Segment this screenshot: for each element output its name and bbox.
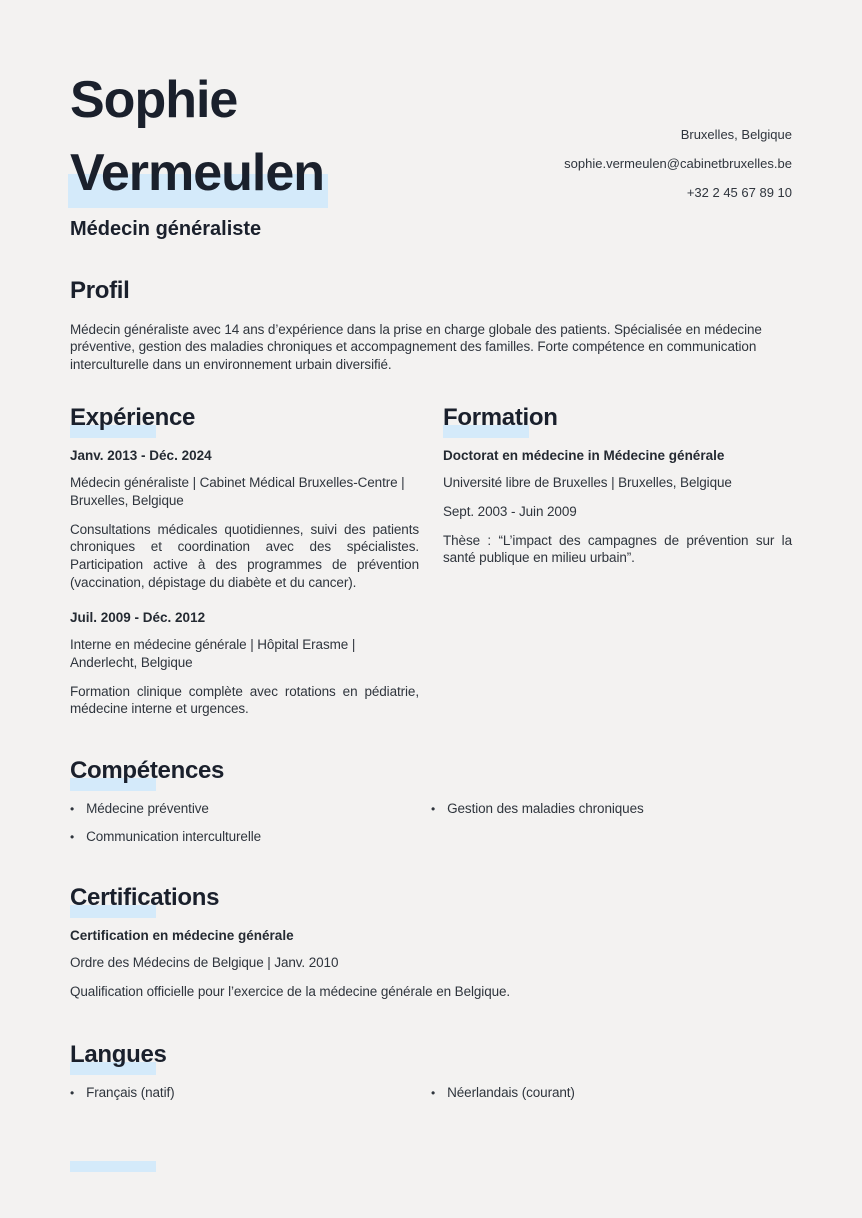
competences-heading: Compétences <box>70 757 225 785</box>
formation-dates: Sept. 2003 - Juin 2009 <box>443 503 577 519</box>
experience-heading: Expérience <box>70 404 196 432</box>
experience-description: Formation clinique complète avec rotations en pédiatrie, médecine interne et urgences. <box>70 683 419 717</box>
skill-label: Communication interculturelle <box>86 829 262 845</box>
experience-dates: Janv. 2013 - Déc. 2024 <box>70 448 212 464</box>
contact-email: sophie.vermeulen@cabinetbruxelles.be <box>564 156 792 171</box>
contact-location: Bruxelles, Belgique <box>680 127 792 142</box>
formation-entry <box>443 448 792 567</box>
bullet-icon: • <box>431 1085 436 1100</box>
last-name: Vermeulen <box>70 137 792 210</box>
language-item <box>70 1085 431 1100</box>
certification-description: Qualification officielle pour l’exercice de la médecine générale en Belgique. <box>70 983 511 999</box>
profil-text: Médecin généraliste avec 14 ans d’expérience dans la prise en charge globale des patients. Spécialisée en médecine préventive, gestion des maladies chroniques et accompagnement des familles. Forte compétence en communication interculturelle dans un environnement urbain diversifié. <box>70 321 762 373</box>
next-section-highlight <box>70 1161 156 1172</box>
experience-dates: Juil. 2009 - Déc. 2012 <box>70 609 206 625</box>
section-profil <box>70 277 792 374</box>
skill-item <box>70 801 431 816</box>
experience-description: Consultations médicales quotidiennes, suivi des patients chroniques et coordination avec des spécialistes. Participation active à des programmes de prévention (vaccination, dépistage du diabète et du cancer). <box>70 521 419 591</box>
contact-block <box>564 120 792 207</box>
skill-item <box>431 801 792 816</box>
certifications-heading: Certifications <box>70 884 220 912</box>
job-title: Médecin généraliste <box>70 217 262 240</box>
resume-header <box>70 64 792 241</box>
skill-item <box>70 829 431 844</box>
experience-entry <box>70 448 419 592</box>
experience-entry <box>70 610 419 718</box>
skills-list <box>70 801 792 844</box>
formation-institution: Université libre de Bruxelles | Bruxelles, Belgique <box>443 475 732 491</box>
certification-issuer: Ordre des Médecins de Belgique | Janv. 2010 <box>70 955 339 971</box>
experience-role: Interne en médecine générale | Hôpital Erasme | Anderlecht, Belgique <box>70 636 356 670</box>
formation-degree: Doctorat en médecine in Médecine générale <box>443 448 725 464</box>
bullet-icon: • <box>70 1085 75 1100</box>
section-langues <box>70 1041 792 1100</box>
section-formation <box>443 404 792 729</box>
section-certifications <box>70 884 792 1001</box>
bullet-icon: • <box>70 830 75 845</box>
profil-heading: Profil <box>70 276 130 304</box>
experience-formation-columns <box>70 404 792 729</box>
langues-heading: Langues <box>70 1040 167 1068</box>
first-name: Sophie <box>70 71 238 129</box>
bullet-icon: • <box>431 802 436 817</box>
contact-phone: +32 2 45 67 89 10 <box>686 185 792 200</box>
skill-label: Gestion des maladies chroniques <box>447 801 644 817</box>
experience-role: Médecin généraliste | Cabinet Médical Bruxelles-Centre | Bruxelles, Belgique <box>70 475 405 508</box>
section-experience <box>70 404 419 729</box>
language-label: Français (natif) <box>86 1084 175 1100</box>
language-item <box>431 1085 792 1100</box>
bullet-icon: • <box>70 802 75 817</box>
language-label: Néerlandais (courant) <box>447 1084 575 1100</box>
skill-label: Médecine préventive <box>86 801 209 817</box>
languages-list <box>70 1085 792 1100</box>
formation-heading: Formation <box>443 404 558 432</box>
section-competences <box>70 757 792 844</box>
formation-thesis: Thèse : “L’impact des campagnes de prévention sur la santé publique en milieu urbain”. <box>443 532 792 566</box>
certification-title: Certification en médecine générale <box>70 928 294 944</box>
